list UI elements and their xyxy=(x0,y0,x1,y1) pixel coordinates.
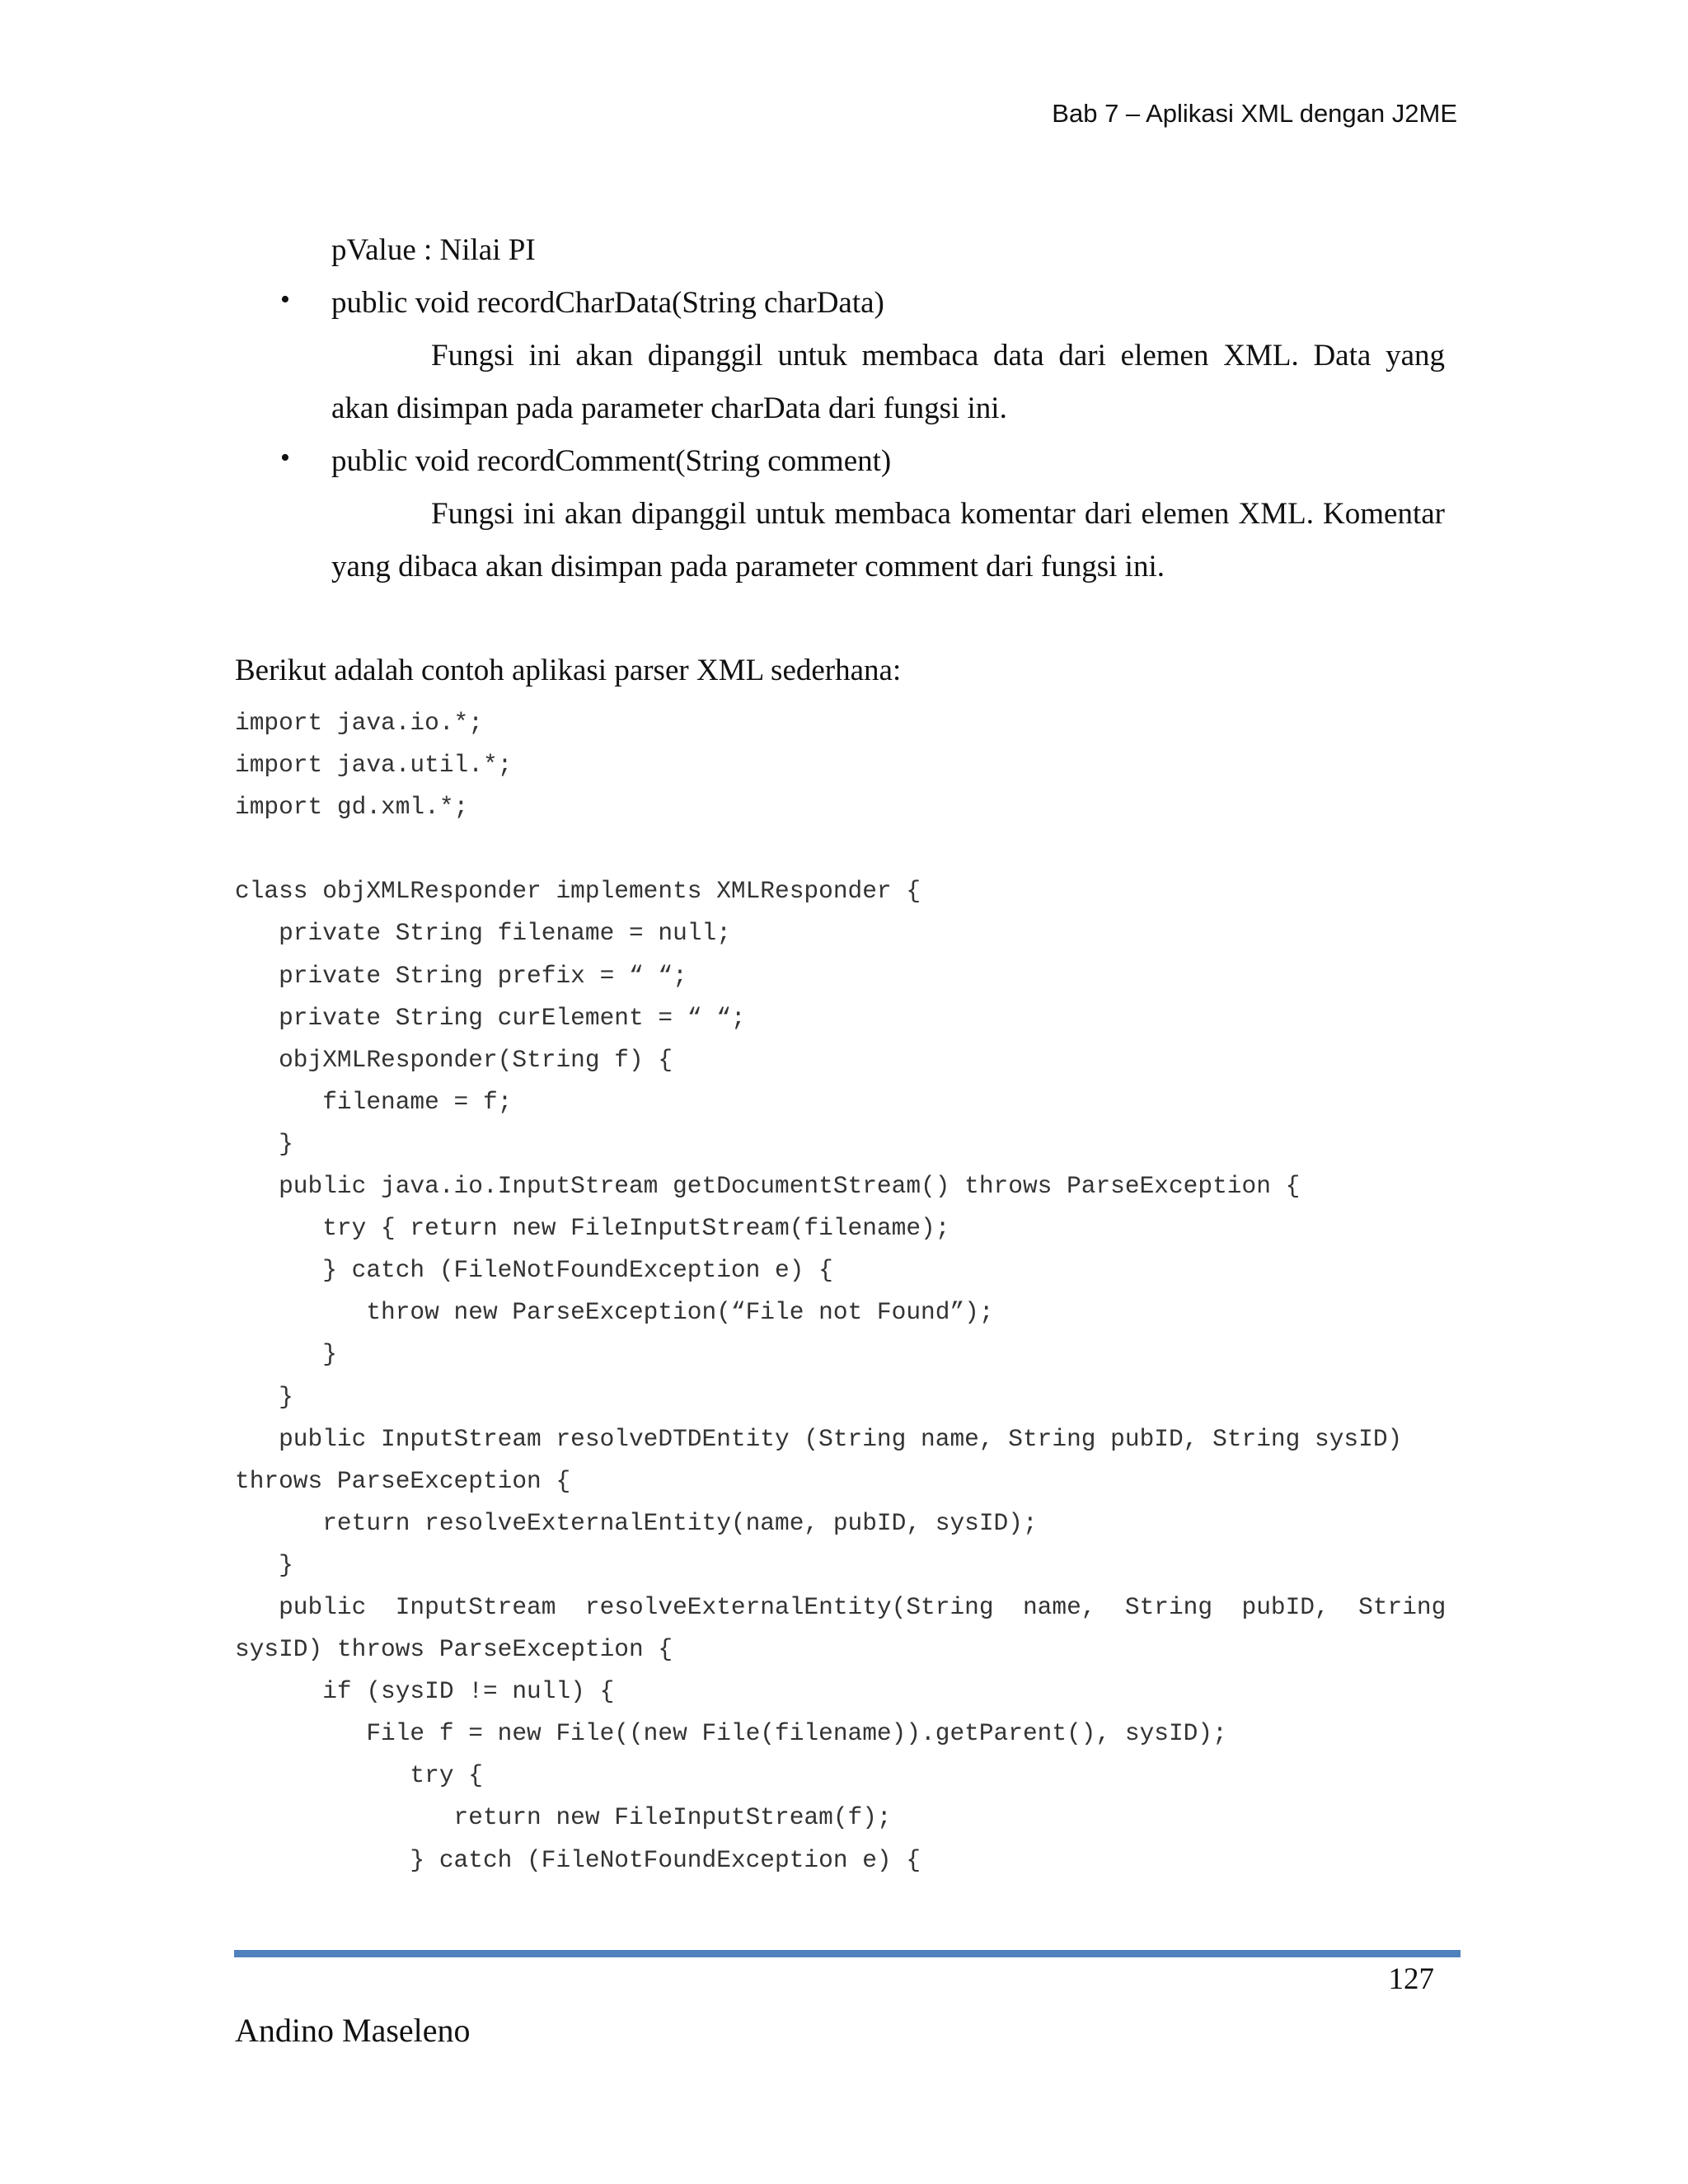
method-description-line: akan disimpan pada parameter charData dari fungsi ini. xyxy=(331,391,1007,425)
code-line: private String filename = null; xyxy=(235,919,731,948)
method-signature-recordchardata: public void recordCharData(String charData) xyxy=(331,286,884,320)
code-line: File f = new File((new File(filename)).getParent(), sysID); xyxy=(235,1719,1227,1748)
code-line: return new FileInputStream(f); xyxy=(235,1803,892,1832)
code-intro-paragraph: Berikut adalah contoh aplikasi parser XML sederhana: xyxy=(235,654,902,687)
code-line: return resolveExternalEntity(name, pubID, sysID); xyxy=(235,1508,1038,1537)
code-line: import gd.xml.*; xyxy=(235,793,469,822)
code-line: } xyxy=(235,1550,293,1579)
code-line: throws ParseException { xyxy=(235,1466,571,1495)
method-description-line: yang dibaca akan disimpan pada parameter comment dari fungsi ini. xyxy=(331,550,1165,583)
footer-rule xyxy=(234,1950,1461,1957)
code-line: } xyxy=(235,1382,293,1411)
code-line: } xyxy=(235,1340,337,1369)
code-line: import java.io.*; xyxy=(235,709,483,737)
code-line: public java.io.InputStream getDocumentStream() throws ParseException { xyxy=(235,1172,1301,1201)
pvalue-description: pValue : Nilai PI xyxy=(331,233,536,267)
code-line: throw new ParseException(“File not Found”); xyxy=(235,1298,994,1327)
page-number: 127 xyxy=(1388,1962,1434,1996)
code-line: } xyxy=(235,1129,293,1158)
code-listing xyxy=(235,702,1459,1882)
method-description-line: Fungsi ini akan dipanggil untuk membaca komentar dari elemen XML. Komentar xyxy=(431,497,1445,531)
code-line: objXMLResponder(String f) { xyxy=(235,1045,673,1074)
code-line: if (sysID != null) { xyxy=(235,1677,615,1706)
method-description-line: Fungsi ini akan dipanggil untuk membaca data dari elemen XML. Data yang xyxy=(431,339,1445,373)
code-line: private String curElement = “ “; xyxy=(235,1003,746,1032)
code-line xyxy=(235,828,1459,870)
code-line: } catch (FileNotFoundException e) { xyxy=(235,1845,921,1874)
bullet-symbol: • xyxy=(280,284,290,315)
code-line: public InputStream resolveDTDEntity (String name, String pubID, String sysID) xyxy=(235,1424,1403,1453)
code-line: import java.util.*; xyxy=(235,751,513,780)
method-signature-recordcomment: public void recordComment(String comment) xyxy=(331,444,892,478)
code-line: class objXMLResponder implements XMLResponder { xyxy=(235,877,921,906)
code-line: } catch (FileNotFoundException e) { xyxy=(235,1256,833,1285)
code-line: filename = f; xyxy=(235,1087,513,1116)
code-line: public InputStream resolveExternalEntity(String name, String pubID, String xyxy=(235,1592,1447,1621)
running-header: Bab 7 – Aplikasi XML dengan J2ME xyxy=(1052,99,1457,128)
bullet-symbol: • xyxy=(280,443,290,473)
code-line: try { xyxy=(235,1761,483,1790)
code-line: try { return new FileInputStream(filename); xyxy=(235,1214,950,1243)
code-line: private String prefix = “ “; xyxy=(235,961,687,990)
code-line: sysID) throws ParseException { xyxy=(235,1635,673,1664)
author-name: Andino Maseleno xyxy=(235,2012,471,2049)
